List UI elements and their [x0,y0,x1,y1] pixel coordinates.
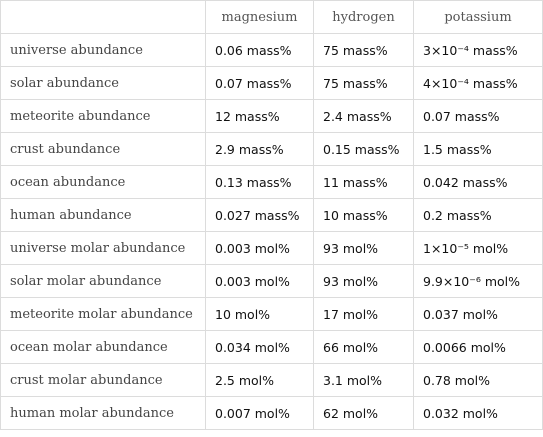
row-label: solar abundance [1,67,206,100]
column-header-potassium: potassium [414,1,543,34]
row-label: human molar abundance [1,397,206,430]
table-row [1,364,543,397]
table-row [1,331,543,364]
table-cell: 12 mass% [206,100,314,133]
table-cell: 2.5 mol% [206,364,314,397]
row-label: meteorite abundance [1,100,206,133]
table-cell: 0.032 mol% [414,397,543,430]
row-label: ocean molar abundance [1,331,206,364]
table-cell: 0.003 mol% [206,265,314,298]
table-cell: 0.07 mass% [206,67,314,100]
table-cell: 1.5 mass% [414,133,543,166]
table-cell: 2.4 mass% [314,100,414,133]
header-row [1,1,543,34]
table-row [1,166,543,199]
row-label: ocean abundance [1,166,206,199]
row-label: human abundance [1,199,206,232]
table-cell: 0.0066 mol% [414,331,543,364]
table-cell: 2.9 mass% [206,133,314,166]
row-label: meteorite molar abundance [1,298,206,331]
table-cell: 66 mol% [314,331,414,364]
table-row [1,67,543,100]
table-row [1,298,543,331]
table-row [1,232,543,265]
table-row [1,397,543,430]
table-cell: 4×10⁻⁴ mass% [414,67,543,100]
column-header-magnesium: magnesium [206,1,314,34]
table-cell: 17 mol% [314,298,414,331]
corner-cell [1,1,206,34]
table-cell: 0.06 mass% [206,34,314,67]
row-label: crust molar abundance [1,364,206,397]
table-cell: 3×10⁻⁴ mass% [414,34,543,67]
table-row [1,100,543,133]
table-cell: 0.78 mol% [414,364,543,397]
table-cell: 11 mass% [314,166,414,199]
table-cell: 1×10⁻⁵ mol% [414,232,543,265]
table-cell: 93 mol% [314,265,414,298]
column-header-hydrogen: hydrogen [314,1,414,34]
row-label: crust abundance [1,133,206,166]
table-cell: 0.034 mol% [206,331,314,364]
table-cell: 0.15 mass% [314,133,414,166]
row-label: universe molar abundance [1,232,206,265]
row-label: universe abundance [1,34,206,67]
table-row [1,133,543,166]
table-cell: 0.003 mol% [206,232,314,265]
table-cell: 75 mass% [314,67,414,100]
row-label: solar molar abundance [1,265,206,298]
table-cell: 0.007 mol% [206,397,314,430]
table-cell: 0.037 mol% [414,298,543,331]
table-cell: 75 mass% [314,34,414,67]
table-row [1,34,543,67]
table-cell: 0.07 mass% [414,100,543,133]
table-cell: 10 mass% [314,199,414,232]
table-cell: 3.1 mol% [314,364,414,397]
table-cell: 93 mol% [314,232,414,265]
table-cell: 0.042 mass% [414,166,543,199]
table-row [1,265,543,298]
table-cell: 9.9×10⁻⁶ mol% [414,265,543,298]
table-cell: 62 mol% [314,397,414,430]
table-cell: 0.2 mass% [414,199,543,232]
table-row [1,199,543,232]
table-cell: 0.027 mass% [206,199,314,232]
table-cell: 10 mol% [206,298,314,331]
table-cell: 0.13 mass% [206,166,314,199]
